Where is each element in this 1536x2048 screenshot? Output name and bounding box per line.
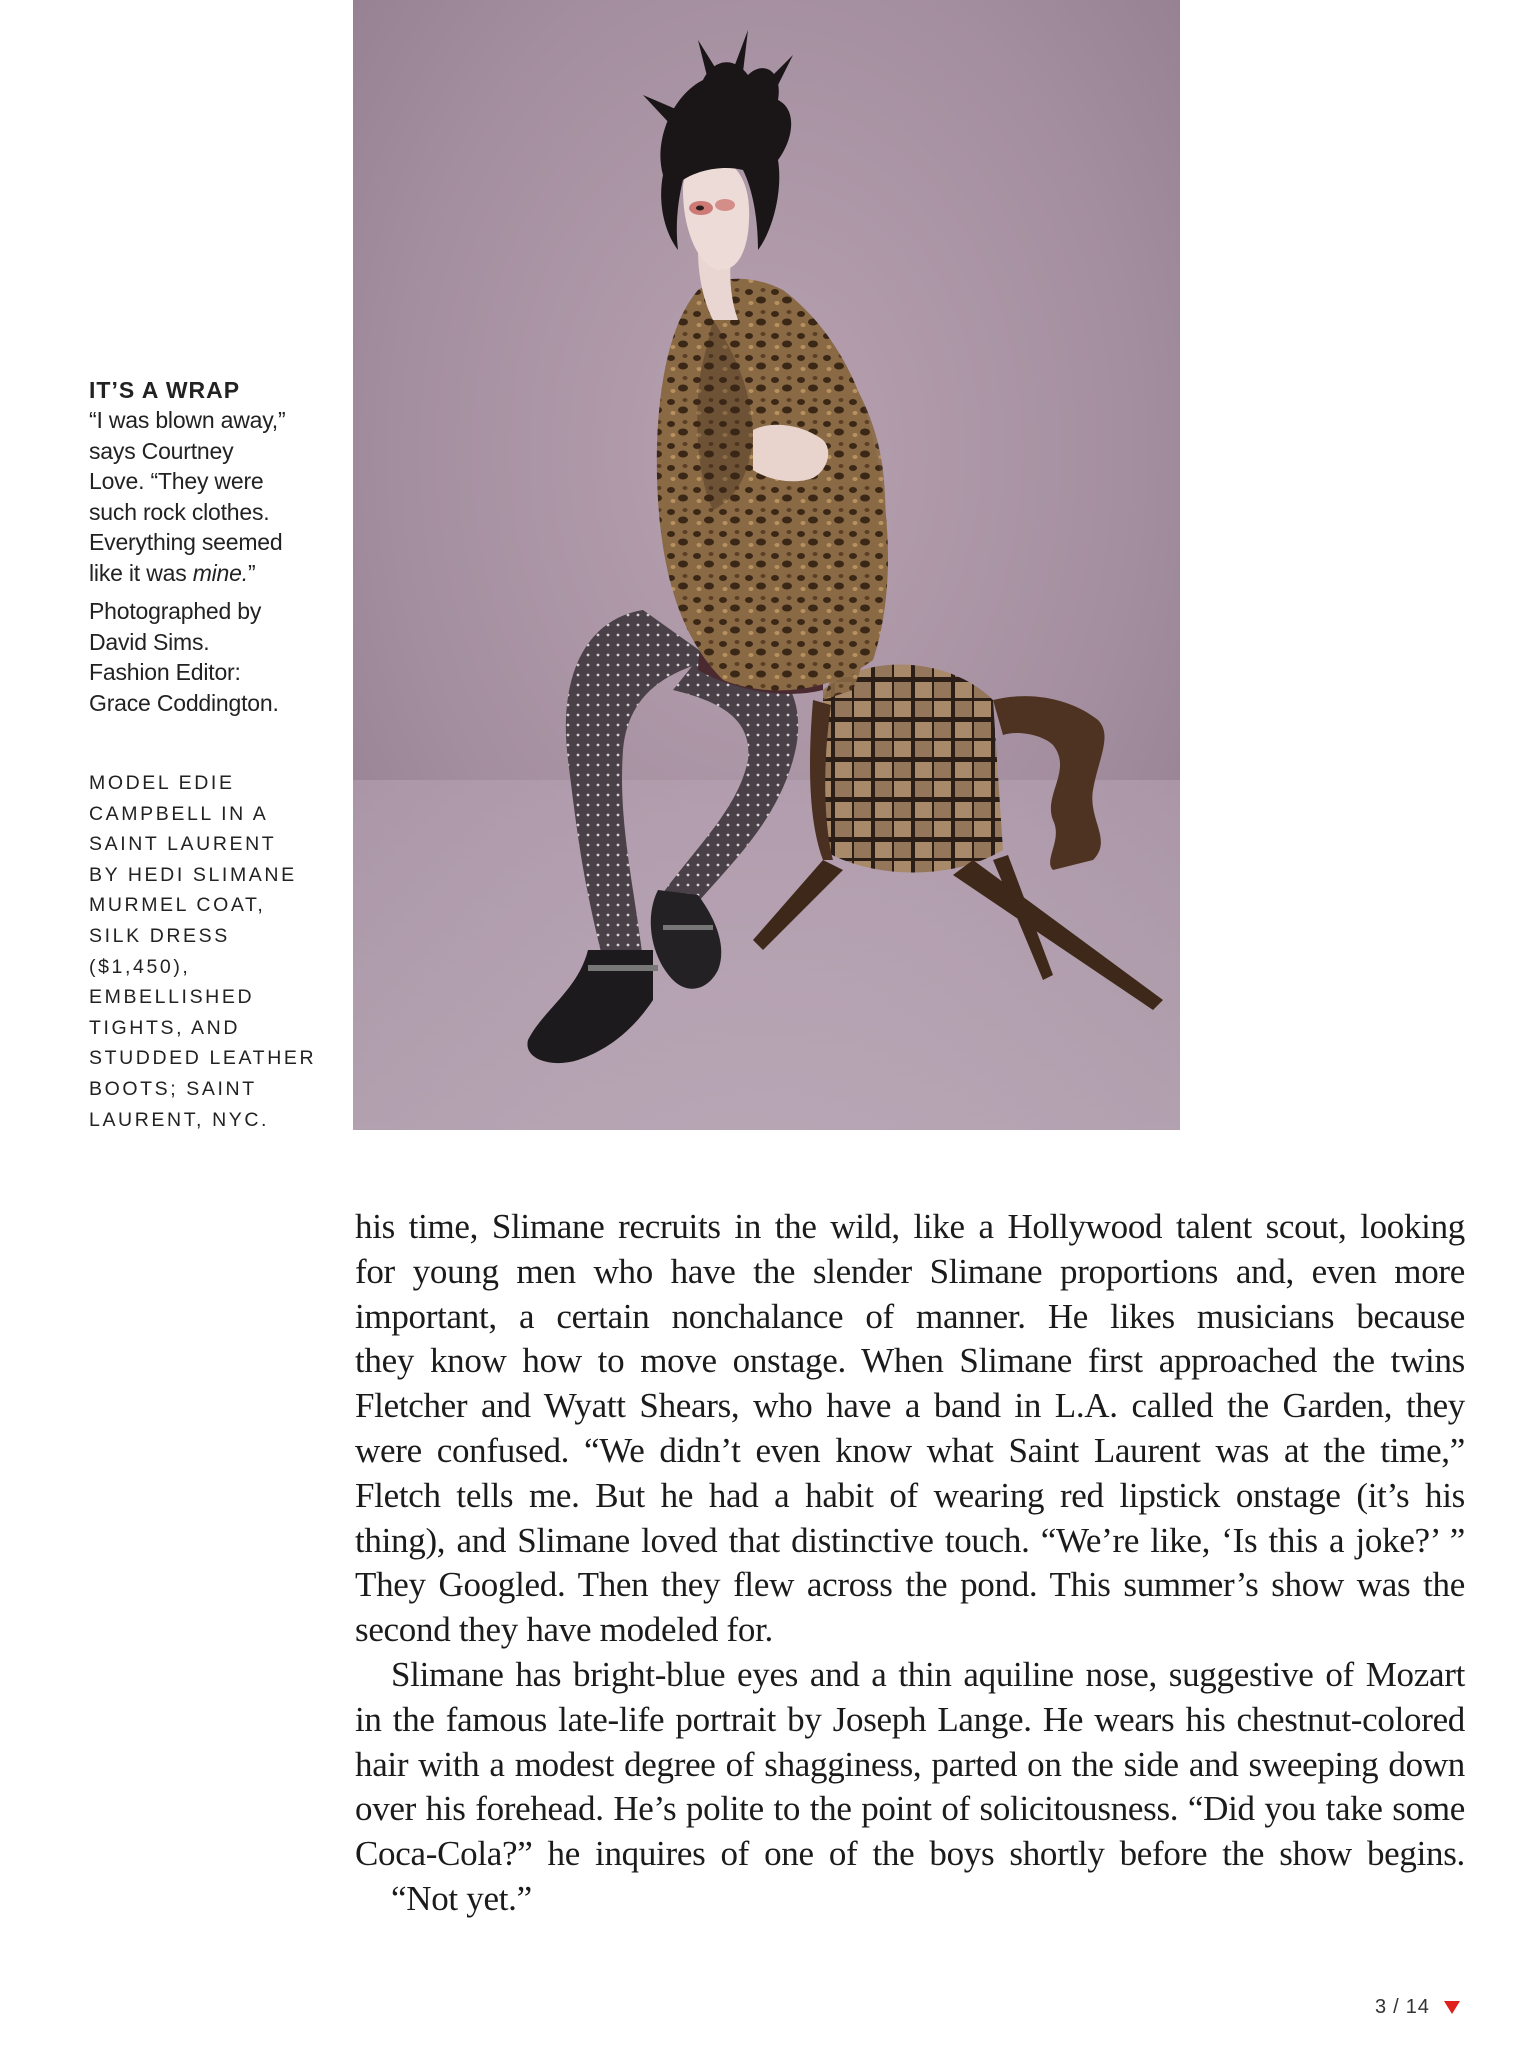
article-body xyxy=(355,1205,1465,1922)
paragraph xyxy=(355,1653,1465,1877)
page-separator: / xyxy=(1393,1995,1400,2018)
credit-line: Fashion Editor: xyxy=(89,659,241,685)
caption-quote-line: such rock clothes. xyxy=(89,498,270,525)
text-line: they know how to move onstage. When Slimane first approached the twins xyxy=(355,1341,1465,1381)
text-line: They Googled. Then they flew across the pond. This summer’s show was the xyxy=(355,1565,1465,1605)
total-pages: 14 xyxy=(1405,1995,1430,2018)
caption-quote-line: Everything seemed xyxy=(89,529,283,555)
text-line: Fletcher and Wyatt Shears, who have a band in L.A. called the Garden, they xyxy=(355,1386,1465,1426)
text-line: Fletch tells me. But he had a habit of wearing red lipstick onstage (it’s his xyxy=(355,1475,1465,1515)
photo-caption xyxy=(89,375,324,1135)
paragraph xyxy=(355,1205,1465,1653)
text-line: second they have modeled for. xyxy=(355,1610,773,1650)
text-line: hair with a modest degree of shagginess, parted on the side and sweeping down xyxy=(355,1744,1465,1784)
caption-quote-line: “I was blown away,” xyxy=(89,407,286,433)
fashion-credit xyxy=(89,768,324,1135)
caption-quote-line: Love. “They were xyxy=(89,468,264,494)
current-page: 3 xyxy=(1375,1995,1388,2018)
text-line: Slimane has bright-blue eyes and a thin aquiline nose, suggestive of Mozart xyxy=(391,1654,1465,1694)
credit-line: Grace Coddington. xyxy=(89,689,279,716)
text-line: over his forehead. He’s polite to the point of solicitousness. “Did you take some xyxy=(355,1789,1465,1829)
triangle-down-icon[interactable] xyxy=(1444,2001,1460,2014)
fashion-credit-line: CAMPBELL IN A xyxy=(89,802,269,825)
caption-quote-line-last xyxy=(89,558,324,589)
caption-heading: IT’S A WRAP xyxy=(89,377,241,403)
text-line: were confused. “We didn’t even know what Saint Laurent was at the time,” xyxy=(355,1430,1465,1470)
fashion-credit-line: SAINT LAURENT xyxy=(89,833,277,856)
fashion-credit-line: MODEL EDIE xyxy=(89,772,235,794)
text-line: Coca-Cola?” he inquires of one of the boys shortly before the show begins. xyxy=(355,1834,1465,1874)
text-line: “Not yet.” xyxy=(391,1878,532,1918)
fashion-credit-line: BY HEDI SLIMANE xyxy=(89,863,297,886)
fashion-credit-line: BOOTS; SAINT xyxy=(89,1077,257,1100)
fashion-credit-line: EMBELLISHED xyxy=(89,986,255,1009)
text-line: his time, Slimane recruits in the wild, like a Hollywood talent scout, looking xyxy=(355,1207,1465,1246)
fashion-credit-line: MURMEL COAT, xyxy=(89,894,266,917)
model-illustration xyxy=(353,0,1180,1130)
text-line: thing), and Slimane loved that distinctive touch. “We’re like, ‘Is this a joke?’ ” xyxy=(355,1520,1465,1560)
paragraph xyxy=(355,1877,1465,1922)
fashion-credit-line: STUDDED LEATHER xyxy=(89,1047,317,1070)
text-line: in the famous late-life portrait by Joseph Lange. He wears his chestnut-colored xyxy=(355,1699,1465,1739)
credit-line: Photographed by xyxy=(89,598,262,624)
fashion-credit-line: LAURENT, NYC. xyxy=(89,1108,270,1131)
fashion-credit-line: SILK DRESS xyxy=(89,924,230,947)
page-indicator xyxy=(1375,1992,1460,2022)
caption-quote-line: says Courtney xyxy=(89,437,234,464)
caption-quote xyxy=(89,405,324,588)
fashion-credit-line: TIGHTS, AND xyxy=(89,1016,241,1039)
caption-quote-italic: mine. xyxy=(192,559,248,586)
text-line: for young men who have the slender Slimane proportions and, even more xyxy=(355,1251,1465,1291)
caption-quote-suffix: ” xyxy=(247,559,256,586)
fashion-credit-line: ($1,450), xyxy=(89,955,191,978)
photo-credit xyxy=(89,596,324,718)
text-line: important, a certain nonchalance of manner. He likes musicians because xyxy=(355,1296,1465,1336)
credit-line: David Sims. xyxy=(89,628,210,655)
caption-quote-prefix: like it was xyxy=(89,559,193,586)
fashion-photo xyxy=(353,0,1180,1130)
